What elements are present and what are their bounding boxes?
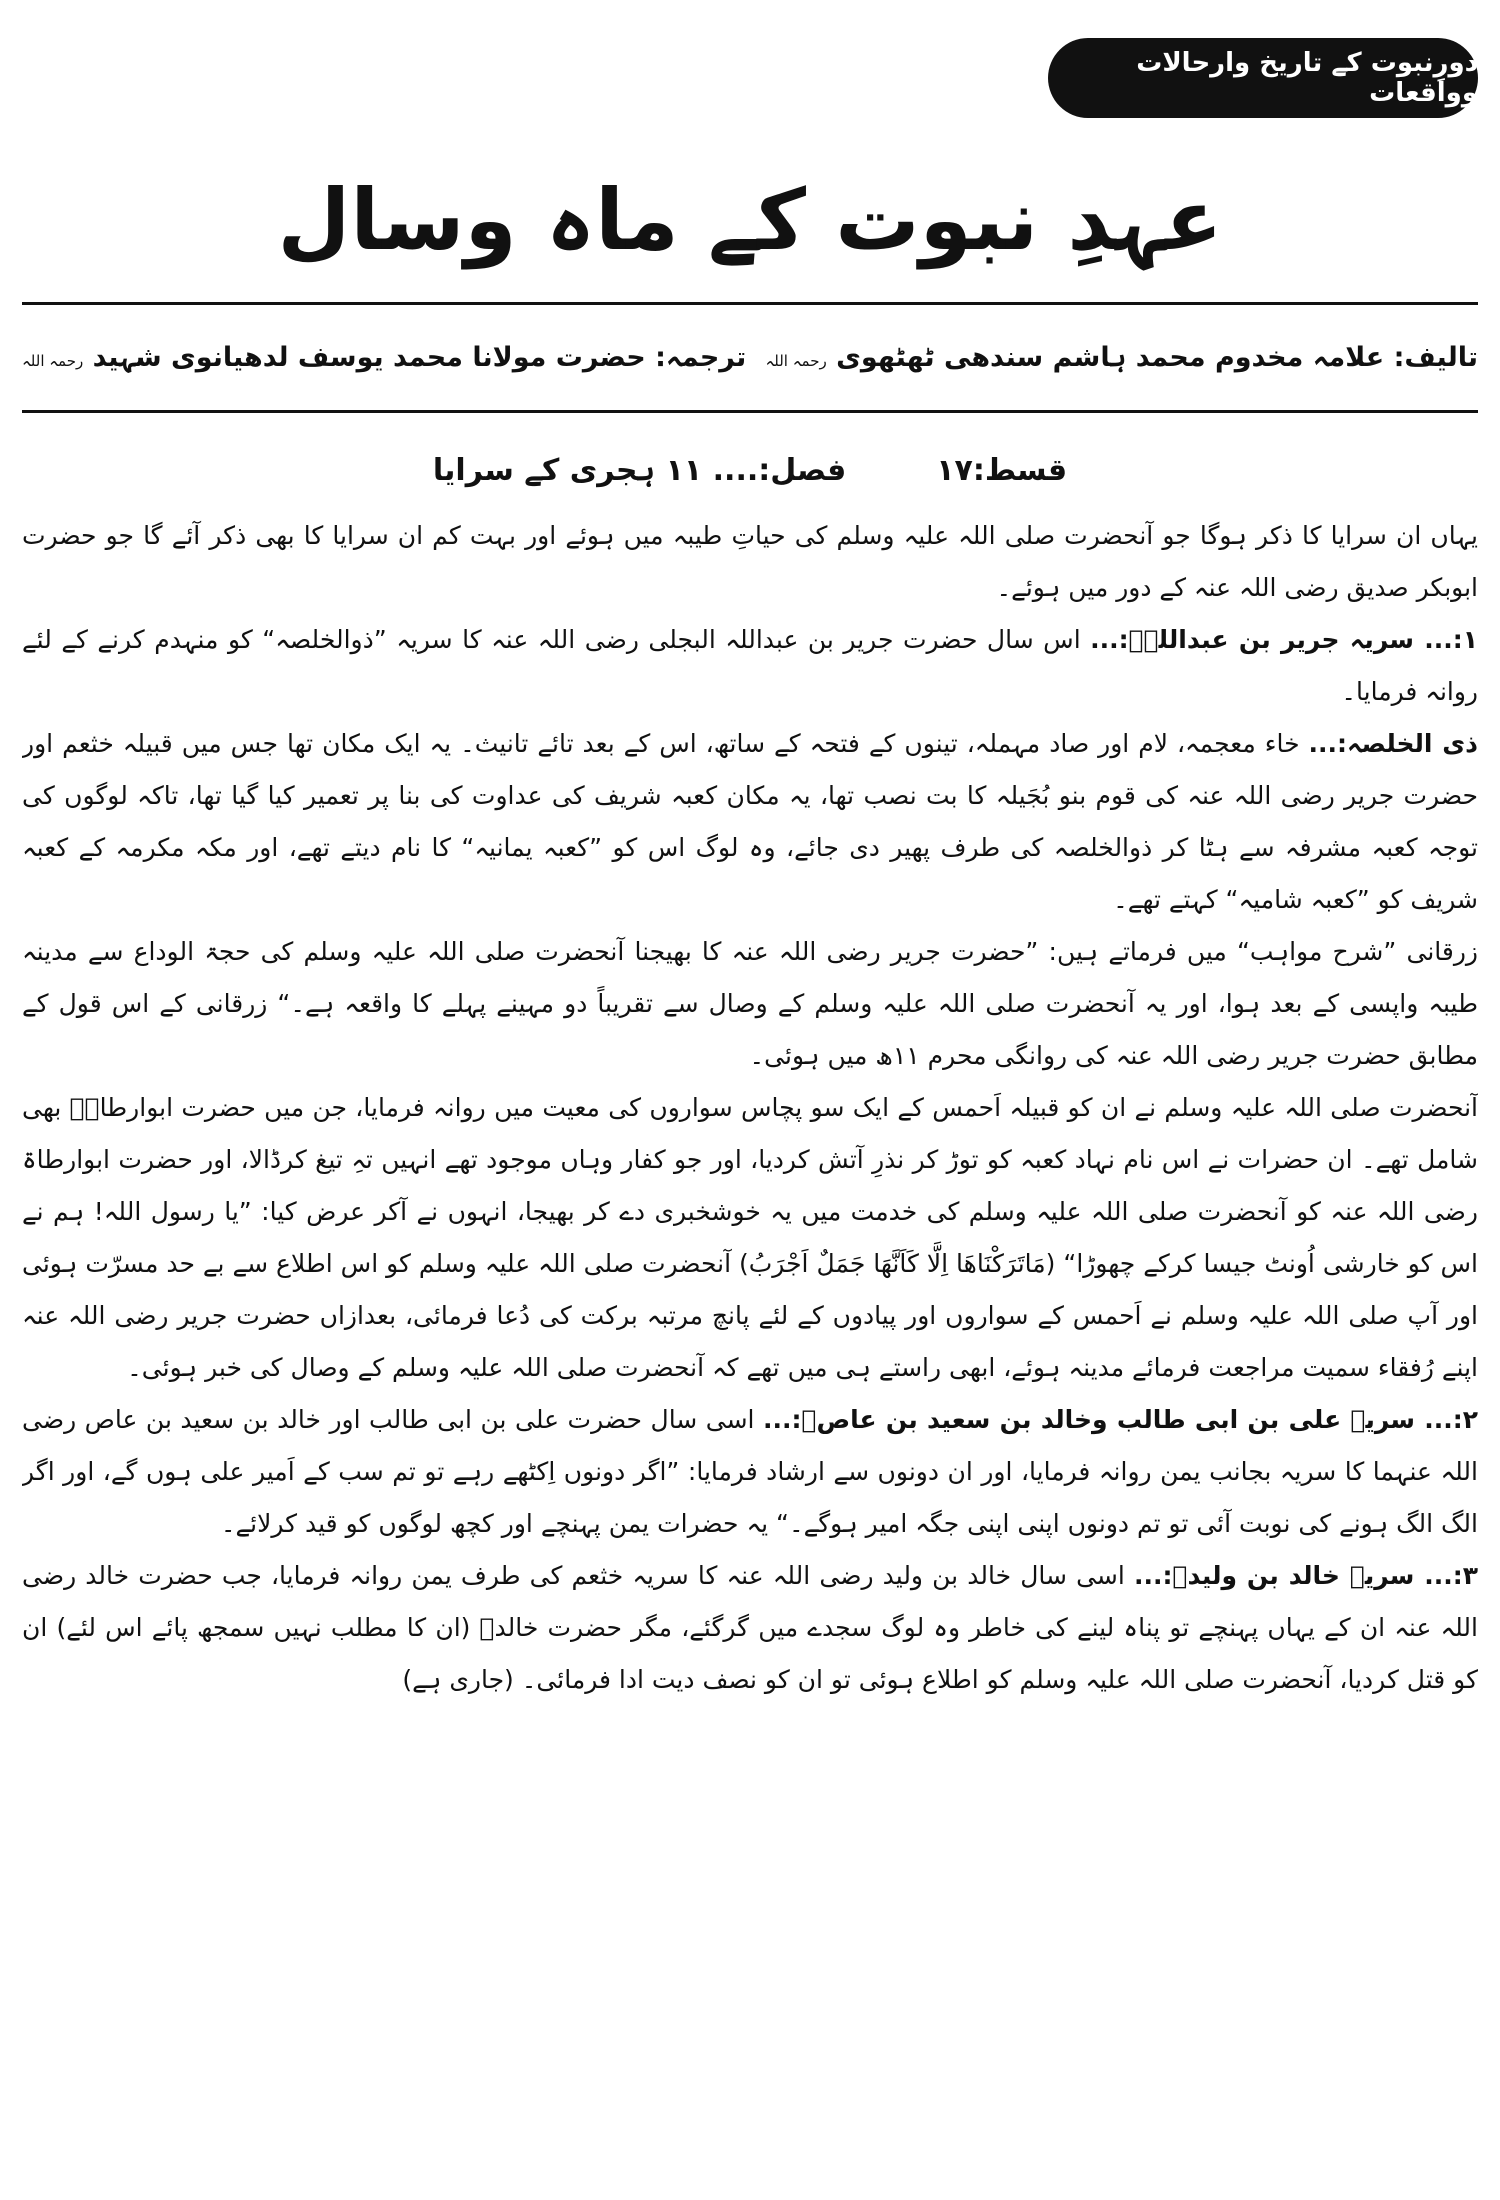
paragraph-text: آنحضرت صلی اللہ علیہ وسلم نے ان کو قبیلہ اَحمس کے ایک سو پچاس سواروں کی معیت میں روانہ فرمایا، جن میں حضرت ابوارطاۃؓ بھی شامل تھے۔ ان حضرات نے اس نام نہاد کعبہ کو توڑ کر نذرِ آتش کردیا، اور جو کفار وہاں موجود تھے انہیں تہِ تیغ کرڈالا، اور حضرت ابوارطاۃ رضی اللہ عنہ کو آنحضرت صلی اللہ علیہ وسلم کی خدمت میں یہ خوشخبری دے کر بھیجا، انہوں نے آکر عرض کیا: ”یا رسول اللہ! ہم نے اس کو خارشی اُونٹ جیسا کرکے چھوڑا“ (مَاتَرَکْنَاھَا اِلَّا کَاَنَّھَا جَمَلٌ اَجْرَبُ) آنحضرت صلی اللہ علیہ وسلم کو اس اطلاع سے بے حد مسرّت ہوئی اور آپ صلی اللہ علیہ وسلم نے اَحمس کے سواروں اور پیادوں کے لئے پانچ مرتبہ برکت کی دُعا فرمائی، بعدازاں حضرت جریر رضی اللہ عنہ اپنے رُفقاء سمیت مراجعت فرمائے مدینہ ہوئے، ابھی راستے ہی میں تھے کہ آنحضرت صلی اللہ علیہ وسلم کے وصال کی خبر ہوئی۔ (22, 1093, 1478, 1382)
series-label-badge (1048, 38, 1478, 118)
article-body (22, 510, 1478, 2190)
author-name: تالیف: علامہ مخدوم محمد ہاشم سندھی ٹھٹھوی (836, 341, 1478, 373)
author-honorific: رحمہ اللہ (765, 351, 827, 370)
page-title: عہدِ نبوت کے ماہ وسال (277, 171, 1223, 269)
paragraph-heading: ۳:... سریہ خالد بن ولیدؓ:... (1133, 1561, 1478, 1590)
divider-top (22, 302, 1478, 305)
paragraph (22, 718, 1478, 926)
paragraph-heading: ذی الخلصہ:... (1308, 729, 1478, 758)
installment-number: قسط:۱۷ (936, 452, 1068, 488)
series-label: دورِنبوت کے تاریخ وارحالات وواقعات (1136, 48, 1478, 108)
chapter-title: فصل:.... ۱۱ ہجری کے سرایا (432, 452, 847, 488)
paragraph (22, 1082, 1478, 1394)
section-header (0, 440, 1500, 500)
paragraph (22, 510, 1478, 614)
paragraph-text: یہاں ان سرایا کا ذکر ہوگا جو آنحضرت صلی اللہ علیہ وسلم کی حیاتِ طیبہ میں ہوئے اور بہت کم ان سرایا کا بھی ذکر آئے گا جو حضرت ابوبکر صدیق رضی اللہ عنہ کے دور میں ہوئے۔ (22, 521, 1478, 602)
paragraph (22, 1394, 1478, 1550)
credits-bar (22, 322, 1478, 392)
paragraph-text: زرقانی ”شرح مواہب“ میں فرماتے ہیں: ”حضرت جریر رضی اللہ عنہ کا بھیجنا آنحضرت صلی اللہ علیہ وسلم کی حجۃ الوداع سے مدینہ طیبہ واپسی کے بعد ہوا، اور یہ آنحضرت صلی اللہ علیہ وسلم کے وصال سے تقریباً دو مہینے پہلے کا واقعہ ہے۔“ زرقانی کے اس قول کے مطابق حضرت جریر رضی اللہ عنہ کی روانگی محرم ۱۱ھ میں ہوئی۔ (22, 937, 1478, 1070)
paragraph-text: اسی سال خالد بن ولید رضی اللہ عنہ کا سریہ خثعم کی طرف یمن روانہ فرمایا، جب حضرت خالد رضی اللہ عنہ ان کے یہاں پہنچے تو پناہ لینے کی خاطر وہ لوگ سجدے میں گرگئے، مگر حضرت خالدؓ (ان کا مطلب نہیں سمجھ پائے اس لئے) ان کو قتل کردیا، آنحضرت صلی اللہ علیہ وسلم کو اطلاع ہوئی تو ان کو نصف دیت ادا فرمائی۔ (جاری ہے) (22, 1561, 1478, 1694)
paragraph (22, 926, 1478, 1082)
divider-bottom (22, 410, 1478, 413)
paragraph-text: اس سال حضرت جریر بن عبداللہ البجلی رضی اللہ عنہ کا سریہ ”ذوالخلصہ“ کو منہدم کرنے کے لئے روانہ فرمایا۔ (22, 625, 1478, 706)
translator-name: ترجمہ: حضرت مولانا محمد یوسف لدھیانوی شہید (92, 341, 747, 373)
author-credit (765, 342, 1478, 373)
translator-honorific: رحمہ اللہ (22, 351, 84, 370)
translator-credit (22, 342, 746, 373)
paragraph-text: اسی سال حضرت علی بن ابی طالب اور خالد بن سعید بن عاص رضی اللہ عنہما کا سریہ بجانب یمن روانہ فرمایا، اور ان دونوں سے ارشاد فرمایا: ”اگر دونوں اِکٹھے رہے تو تم سب کے اَمیر علی ہوں گے، اور اگر الگ الگ ہونے کی نوبت آئی تو تم دونوں اپنی اپنی جگہ امیر ہوگے۔“ یہ حضرات یمن پہنچے اور کچھ لوگوں کو قید کرلائے۔ (22, 1405, 1478, 1538)
paragraph (22, 1550, 1478, 1706)
paragraph (22, 614, 1478, 718)
paragraph-heading: ۱:... سریہ جریر بن عبداللہؓ:... (1090, 625, 1478, 654)
paragraph-heading: ۲:... سریہ علی بن ابی طالب وخالد بن سعید بن عاصؓ:... (763, 1405, 1478, 1434)
paragraph-text: خاء معجمہ، لام اور صاد مہملہ، تینوں کے فتحہ کے ساتھ، اس کے بعد تائے تانیث۔ یہ ایک مکان تھا جس میں قبیلہ خثعم اور حضرت جریر رضی اللہ عنہ کی قوم بنو بُجَیلہ کا بت نصب تھا، یہ مکان کعبہ شریف کی عداوت کی بنا پر تعمیر کیا گیا تھا، تاکہ لوگوں کی توجہ کعبہ مشرفہ سے ہٹا کر ذوالخلصہ کی طرف پھیر دی جائے، وہ لوگ اس کو ”کعبہ یمانیہ“ کا نام دیتے تھے، اور مکہ مکرمہ کے کعبہ شریف کو ”کعبہ شامیہ“ کہتے تھے۔ (22, 729, 1478, 914)
